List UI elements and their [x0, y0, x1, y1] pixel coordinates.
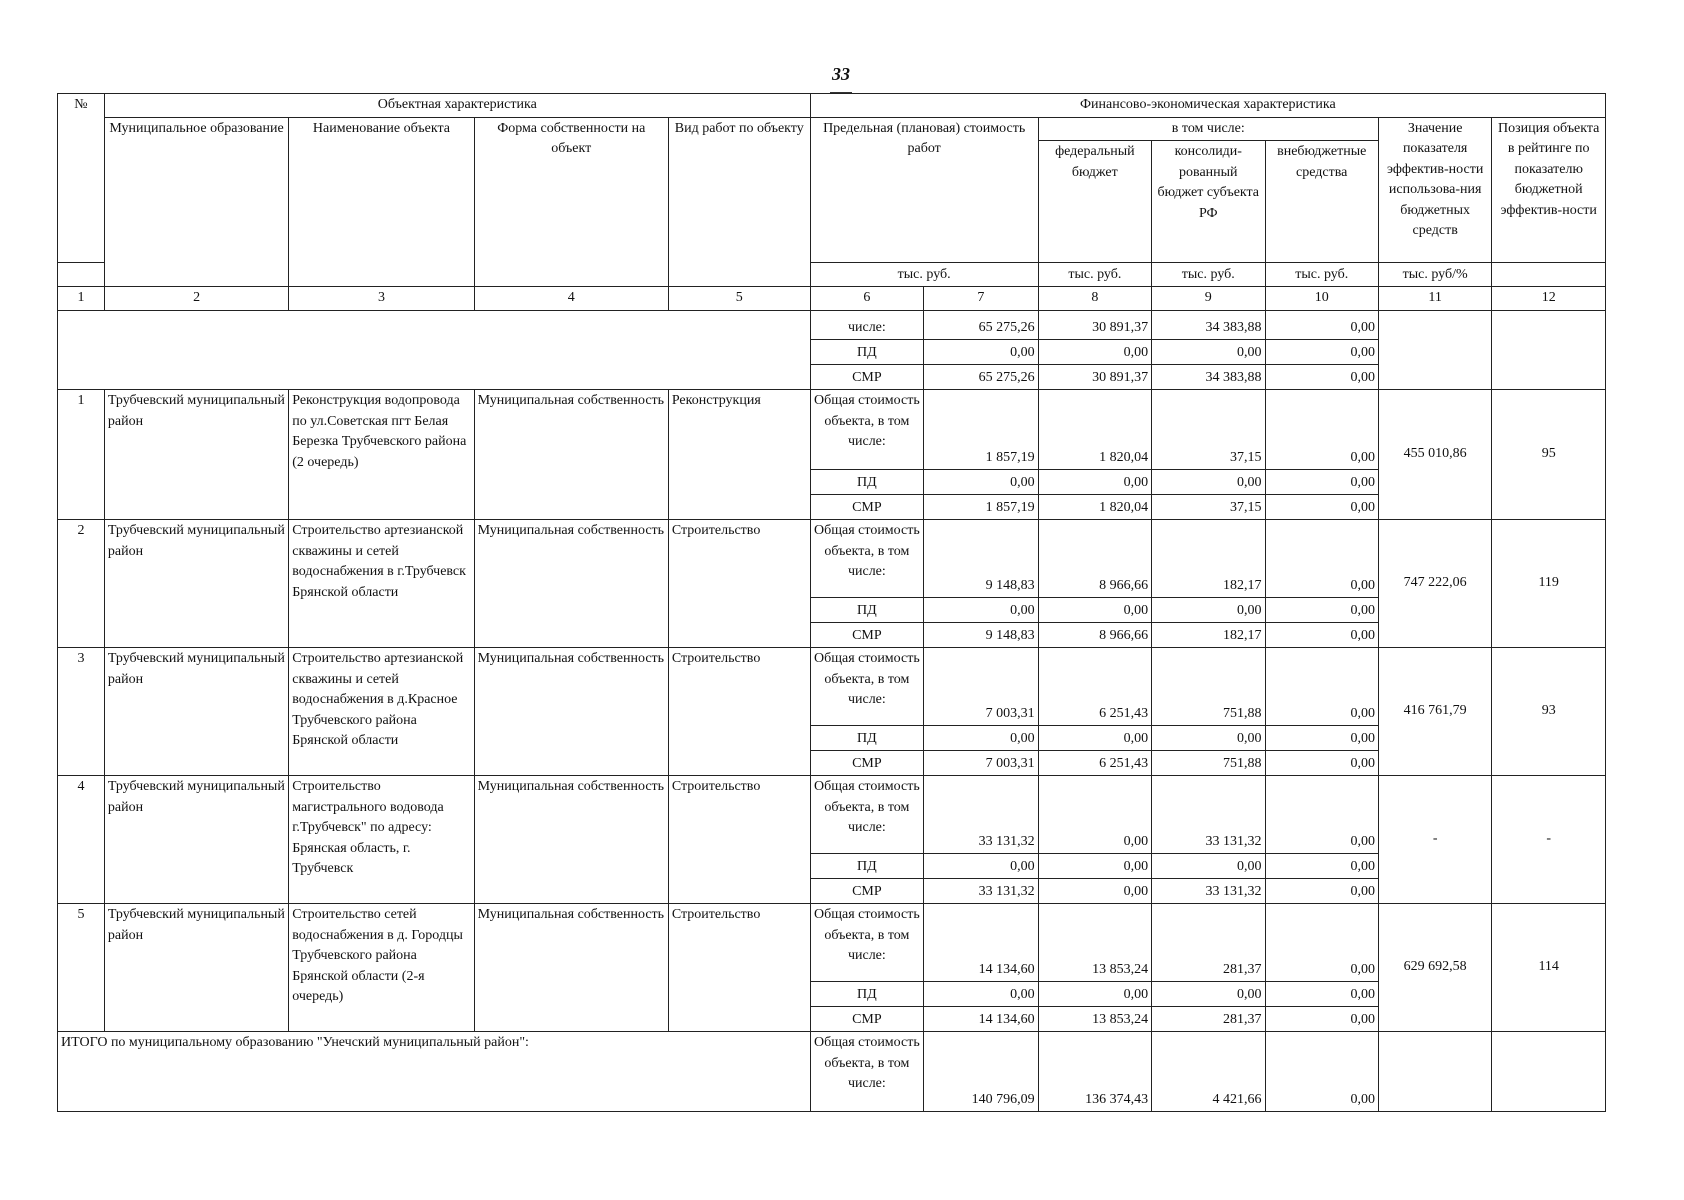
row-label: Общая стоимость объекта, в том числе: — [810, 1032, 923, 1112]
row-label: Общая стоимость объекта, в том числе: — [810, 520, 923, 598]
header-row-columns — [58, 117, 1606, 141]
row-label: Общая стоимость объекта, в том числе: — [810, 904, 923, 982]
object-ownership: Муниципальная собственность — [474, 648, 668, 776]
cost-federal: 0,00 — [1038, 776, 1151, 854]
row-label: ПД — [810, 726, 923, 751]
table-row — [58, 390, 1606, 470]
cost-federal: 6 251,43 — [1038, 751, 1151, 776]
object-work-type: Реконструкция — [668, 390, 810, 520]
row-label: Общая стоимость объекта, в том числе: — [810, 776, 923, 854]
cost-consolidated: 751,88 — [1152, 751, 1265, 776]
object-number: 4 — [58, 776, 105, 904]
cost-extrabudget: 0,00 — [1265, 982, 1378, 1007]
cost-federal: 8 966,66 — [1038, 520, 1151, 598]
object-rating: 119 — [1492, 520, 1606, 648]
cost-total: 33 131,32 — [924, 879, 1039, 904]
cost-extrabudget: 0,00 — [1265, 726, 1378, 751]
cost-extrabudget: 0,00 — [1265, 879, 1378, 904]
unit-efficiency: тыс. руб/% — [1378, 263, 1491, 287]
row-label: Общая стоимость объекта, в том числе: — [810, 390, 923, 470]
object-efficiency: 455 010,86 — [1378, 390, 1491, 520]
cost-extrabudget: 0,00 — [1265, 904, 1378, 982]
row-label: ПД — [810, 854, 923, 879]
cost-extrabudget: 0,00 — [1265, 470, 1378, 495]
efficiency-blank — [1378, 1032, 1491, 1112]
object-ownership: Муниципальная собственность — [474, 904, 668, 1032]
object-efficiency: - — [1378, 776, 1491, 904]
cost-consolidated: 281,37 — [1152, 904, 1265, 982]
header-federal: федеральный бюджет — [1038, 141, 1151, 263]
cost-federal: 30 891,37 — [1038, 311, 1151, 340]
cost-consolidated: 34 383,88 — [1152, 365, 1265, 390]
object-rating: - — [1492, 776, 1606, 904]
table-row — [58, 311, 1606, 340]
investment-objects-table — [57, 93, 1606, 1112]
header-num: № — [58, 94, 105, 263]
cost-federal: 8 966,66 — [1038, 623, 1151, 648]
cost-federal: 136 374,43 — [1038, 1032, 1151, 1112]
cost-total: 65 275,26 — [924, 311, 1039, 340]
cost-federal: 30 891,37 — [1038, 365, 1151, 390]
object-ownership: Муниципальная собственность — [474, 776, 668, 904]
cost-consolidated: 4 421,66 — [1152, 1032, 1265, 1112]
cost-extrabudget: 0,00 — [1265, 776, 1378, 854]
cost-federal: 13 853,24 — [1038, 904, 1151, 982]
column-number: 5 — [668, 287, 810, 311]
object-municipality: Трубчевский муниципальный район — [104, 390, 288, 520]
object-work-type: Строительство — [668, 776, 810, 904]
object-ownership: Муниципальная собственность — [474, 520, 668, 648]
unit-cost: тыс. руб. — [810, 263, 1038, 287]
cost-total: 14 134,60 — [924, 904, 1039, 982]
cost-federal: 6 251,43 — [1038, 648, 1151, 726]
object-number: 5 — [58, 904, 105, 1032]
cost-consolidated: 0,00 — [1152, 598, 1265, 623]
cost-extrabudget: 0,00 — [1265, 365, 1378, 390]
cost-total: 14 134,60 — [924, 1007, 1039, 1032]
cost-total: 0,00 — [924, 982, 1039, 1007]
header-cost: Предельная (плановая) стоимость работ — [810, 117, 1038, 263]
row-label: ПД — [810, 598, 923, 623]
column-number: 9 — [1152, 287, 1265, 311]
cost-consolidated: 182,17 — [1152, 623, 1265, 648]
cost-total: 7 003,31 — [924, 648, 1039, 726]
object-municipality: Трубчевский муниципальный район — [104, 520, 288, 648]
header-rating: Позиция объекта в рейтинге по показателю бюджетной эффектив-ности — [1492, 117, 1606, 263]
object-number: 3 — [58, 648, 105, 776]
column-number: 6 — [810, 287, 923, 311]
row-label: числе: — [810, 311, 923, 340]
cost-extrabudget: 0,00 — [1265, 648, 1378, 726]
cost-extrabudget: 0,00 — [1265, 751, 1378, 776]
cost-total: 33 131,32 — [924, 776, 1039, 854]
cost-federal: 0,00 — [1038, 598, 1151, 623]
header-ownership: Форма собственности на объект — [474, 117, 668, 287]
object-number: 2 — [58, 520, 105, 648]
row-label: СМР — [810, 1007, 923, 1032]
cost-total: 9 148,83 — [924, 520, 1039, 598]
row-label: СМР — [810, 365, 923, 390]
column-number: 1 — [58, 287, 105, 311]
object-name: Строительство сетей водоснабжения в д. Городцы Трубчевского района Брянской области (2-я очередь) — [289, 904, 474, 1032]
rating-blank — [1492, 311, 1606, 390]
column-number: 12 — [1492, 287, 1606, 311]
object-work-type: Строительство — [668, 648, 810, 776]
cost-extrabudget: 0,00 — [1265, 390, 1378, 470]
table-row — [58, 776, 1606, 854]
cost-total: 0,00 — [924, 726, 1039, 751]
cost-consolidated: 182,17 — [1152, 520, 1265, 598]
page-number: 33 — [832, 64, 850, 84]
cost-extrabudget: 0,00 — [1265, 340, 1378, 365]
column-number: 3 — [289, 287, 474, 311]
cost-consolidated: 33 131,32 — [1152, 879, 1265, 904]
object-name: Строительство артезианской скважины и сетей водоснабжения в д.Красное Трубчевского района Брянской области — [289, 648, 474, 776]
cost-extrabudget: 0,00 — [1265, 598, 1378, 623]
cost-total: 0,00 — [924, 470, 1039, 495]
cost-federal: 0,00 — [1038, 982, 1151, 1007]
rating-blank — [1492, 1032, 1606, 1112]
header-row-groups — [58, 94, 1606, 118]
object-rating: 95 — [1492, 390, 1606, 520]
cost-consolidated: 281,37 — [1152, 1007, 1265, 1032]
column-number: 7 — [924, 287, 1039, 311]
cost-federal: 0,00 — [1038, 470, 1151, 495]
cost-consolidated: 37,15 — [1152, 495, 1265, 520]
object-efficiency: 747 222,06 — [1378, 520, 1491, 648]
row-label: ПД — [810, 340, 923, 365]
cost-consolidated: 0,00 — [1152, 982, 1265, 1007]
cost-total: 0,00 — [924, 598, 1039, 623]
header-object-name: Наименование объекта — [289, 117, 474, 287]
object-name: Строительство артезианской скважины и сетей водоснабжения в г.Трубчевск Брянской области — [289, 520, 474, 648]
cost-consolidated: 0,00 — [1152, 726, 1265, 751]
table-row — [58, 904, 1606, 982]
cost-consolidated: 751,88 — [1152, 648, 1265, 726]
unit-consolidated: тыс. руб. — [1152, 263, 1265, 287]
header-efficiency: Значение показателя эффектив-ности использова-ния бюджетных средств — [1378, 117, 1491, 263]
cost-extrabudget: 0,00 — [1265, 311, 1378, 340]
cost-federal: 0,00 — [1038, 726, 1151, 751]
cost-total: 9 148,83 — [924, 623, 1039, 648]
cost-consolidated: 37,15 — [1152, 390, 1265, 470]
object-efficiency: 416 761,79 — [1378, 648, 1491, 776]
cost-consolidated: 0,00 — [1152, 340, 1265, 365]
cost-federal: 0,00 — [1038, 340, 1151, 365]
header-work-type: Вид работ по объекту — [668, 117, 810, 287]
cost-total: 7 003,31 — [924, 751, 1039, 776]
total-label: ИТОГО по муниципальному образованию "Унечский муниципальный район": — [58, 1032, 811, 1112]
cost-consolidated: 0,00 — [1152, 854, 1265, 879]
header-municipality: Муниципальное образование — [104, 117, 288, 287]
cost-extrabudget: 0,00 — [1265, 1032, 1378, 1112]
cost-extrabudget: 0,00 — [1265, 623, 1378, 648]
cost-federal: 1 820,04 — [1038, 495, 1151, 520]
unit-federal: тыс. руб. — [1038, 263, 1151, 287]
object-work-type: Строительство — [668, 520, 810, 648]
cost-total: 1 857,19 — [924, 390, 1039, 470]
total-row — [58, 1032, 1606, 1112]
row-label: СМР — [810, 495, 923, 520]
object-rating: 93 — [1492, 648, 1606, 776]
table-row — [58, 520, 1606, 598]
header-object-group: Объектная характеристика — [104, 94, 810, 118]
object-municipality: Трубчевский муниципальный район — [104, 648, 288, 776]
column-number: 2 — [104, 287, 288, 311]
object-rating: 114 — [1492, 904, 1606, 1032]
column-number: 11 — [1378, 287, 1491, 311]
row-label: ПД — [810, 982, 923, 1007]
table-row — [58, 648, 1606, 726]
column-numbers-row — [58, 287, 1606, 311]
row-label: ПД — [810, 470, 923, 495]
summary-blank — [58, 311, 811, 390]
header-including: в том числе: — [1038, 117, 1378, 141]
cost-federal: 0,00 — [1038, 854, 1151, 879]
cost-federal: 1 820,04 — [1038, 390, 1151, 470]
row-label: СМР — [810, 623, 923, 648]
column-number: 8 — [1038, 287, 1151, 311]
object-work-type: Строительство — [668, 904, 810, 1032]
object-efficiency: 629 692,58 — [1378, 904, 1491, 1032]
cost-total: 140 796,09 — [924, 1032, 1039, 1112]
cost-total: 65 275,26 — [924, 365, 1039, 390]
object-name: Строительство магистрального водовода г.Трубчевск" по адресу: Брянская область, г. Трубчевск — [289, 776, 474, 904]
cost-total: 1 857,19 — [924, 495, 1039, 520]
cost-consolidated: 33 131,32 — [1152, 776, 1265, 854]
cost-federal: 0,00 — [1038, 879, 1151, 904]
object-municipality: Трубчевский муниципальный район — [104, 904, 288, 1032]
object-municipality: Трубчевский муниципальный район — [104, 776, 288, 904]
efficiency-blank — [1378, 311, 1491, 390]
header-consolidated: консолиди-рованный бюджет субъекта РФ — [1152, 141, 1265, 263]
column-number: 10 — [1265, 287, 1378, 311]
column-number: 4 — [474, 287, 668, 311]
cost-total: 0,00 — [924, 854, 1039, 879]
cost-total: 0,00 — [924, 340, 1039, 365]
object-name: Реконструкция водопровода по ул.Советская пгт Белая Березка Трубчевского района (2 очередь) — [289, 390, 474, 520]
object-ownership: Муниципальная собственность — [474, 390, 668, 520]
header-finance-group: Финансово-экономическая характеристика — [810, 94, 1605, 118]
cost-extrabudget: 0,00 — [1265, 520, 1378, 598]
unit-extrabudget: тыс. руб. — [1265, 263, 1378, 287]
cost-federal: 13 853,24 — [1038, 1007, 1151, 1032]
row-label: Общая стоимость объекта, в том числе: — [810, 648, 923, 726]
cost-consolidated: 0,00 — [1152, 470, 1265, 495]
cost-extrabudget: 0,00 — [1265, 1007, 1378, 1032]
row-label: СМР — [810, 879, 923, 904]
cost-extrabudget: 0,00 — [1265, 495, 1378, 520]
cost-consolidated: 34 383,88 — [1152, 311, 1265, 340]
cost-extrabudget: 0,00 — [1265, 854, 1378, 879]
object-number: 1 — [58, 390, 105, 520]
header-extrabudget: внебюджетные средства — [1265, 141, 1378, 263]
row-label: СМР — [810, 751, 923, 776]
